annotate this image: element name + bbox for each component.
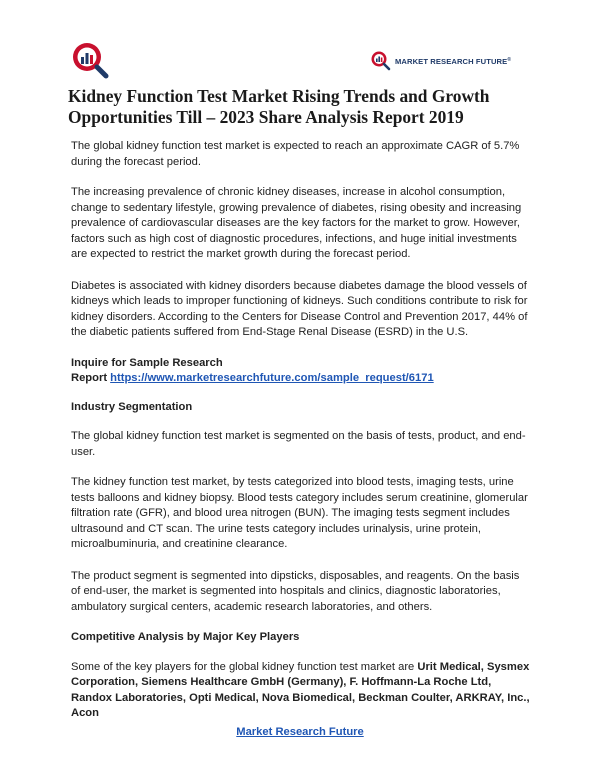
page-title: Kidney Function Test Market Rising Trends and Growth Opportunities Till – 2023 Share Analysis Report 2019 [68, 86, 490, 127]
brand-name: MARKET RESEARCH FUTURE® [395, 56, 512, 66]
mrf-magnifier-chart-icon [68, 40, 112, 80]
competitive-heading: Competitive Analysis by Major Key Players [71, 631, 300, 643]
key-players-lead: Some of the key players for the global kidney function test market are [71, 660, 418, 673]
article-body [71, 139, 531, 722]
paragraph-drivers: The increasing prevalence of chronic kidney diseases, increase in alcohol consumption, change to sedentary lifestyle, growing prevalence of diabetes, rising obesity and increasing prevalence of cardiovascular diseases are the key factors for the market to grow. However, factors such as high cost of diagnostic procedures, infections, and huge initial investments are expected to restrict the market growth during the forecast period. [71, 186, 522, 260]
mrf-small-logo-icon [370, 50, 392, 72]
inquire-label-line2: Report [71, 372, 111, 384]
paragraph-key-players [71, 660, 531, 722]
paragraph-diabetes: Diabetes is associated with kidney disorders because diabetes damage the blood vessels of kidneys which leads to improper functioning of kidneys. Such conditions contribute to risk for kidney disorders. According to the Centers for Disease Control and Prevention 2017, 44% of the diabetic patients suffered from End-Stage Renal Disease (ESRD) in the U.S. [71, 279, 528, 338]
inquire-label-line1: Inquire for Sample Research [71, 356, 223, 369]
inquire-sample-report [71, 356, 531, 387]
paragraph-segmentation-product: The product segment is segmented into dipsticks, disposables, and reagents. On the basis of end-user, the market is segmented into hospitals and clinics, diagnostic laboratories, ambulatory surgical centers, academic research laboratories, and others. [71, 569, 520, 613]
paragraph-segmentation-overview: The global kidney function test market is segmented on the basis of tests, product, and end-user. [71, 430, 526, 458]
paragraph-segmentation-tests: The kidney function test market, by tests categorized into blood tests, imaging tests, urine tests balloons and kidney biopsy. Blood tests category includes serum creatinine, glomerular filtration rate (GFR), and blood urea nitrogen (BUN). The imaging tests segment includes ultrasound and CT scan. The urine tests category includes urinalysis, urine protein, microalbuminuria, and creatinine clearance. [71, 476, 528, 550]
brand-logo [370, 50, 530, 72]
key-players-list: Urit Medical, Sysmex Corporation, Siemens Healthcare GmbH (Germany), F. Hoffmann-La Roche Ltd, Randox Laboratories, Opti Medical, Nova Biomedical, Beckman Coulter, ARKRAY, Inc., Acon [71, 660, 530, 719]
segmentation-heading: Industry Segmentation [71, 400, 193, 413]
sample-request-link[interactable]: https://www.marketresearchfuture.com/sample_request/6171 [110, 372, 434, 384]
footer-brand-link[interactable]: Market Research Future [236, 726, 364, 738]
page-footer [0, 726, 600, 738]
paragraph-intro: The global kidney function test market is expected to reach an approximate CAGR of 5.7% during the forecast period. [71, 140, 520, 168]
